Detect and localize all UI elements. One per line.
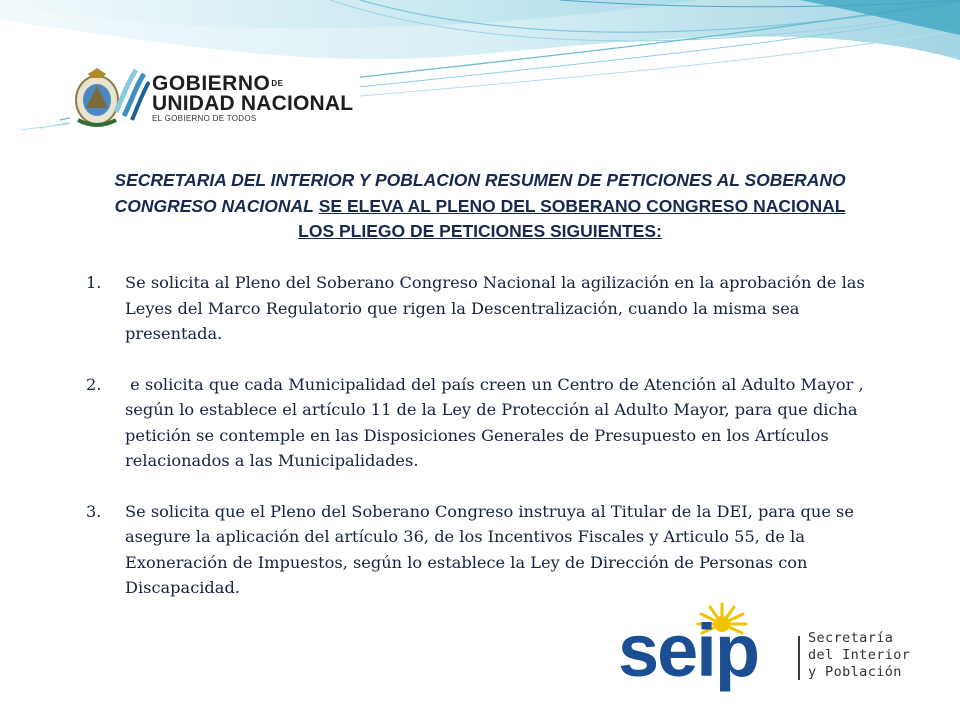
- gobierno-wordmark: [152, 74, 353, 124]
- gobierno-word: GOBIERNO: [152, 72, 271, 95]
- petition-text: e solicita que cada Municipalidad del país creen un Centro de Atención al Adulto Mayor , según lo establece el artículo 11 de la Ley de Protección al Adulto Mayor, para que dicha petición se contemple en las Disposiciones Generales de Presupuesto en los Artículos relacionados a las Municipalidades.: [125, 374, 874, 470]
- petition-number: 1.: [86, 273, 102, 292]
- petition-number: 2.: [86, 374, 102, 394]
- petition-item-1: [86, 270, 876, 347]
- seip-line-2: del Interior: [808, 647, 911, 663]
- seip-subtitle: [808, 630, 910, 681]
- petition-item-3: [86, 499, 876, 601]
- petitions-list: [86, 270, 876, 626]
- seip-wordmark: seip: [618, 609, 759, 692]
- heading-title: SECRETARIA DEL INTERIOR Y POBLACION RESUMEN DE PETICIONES AL SOBERANO CONGRESO NACIONAL: [114, 170, 846, 216]
- heading-subtitle: SE ELEVA AL PLENO DEL SOBERANO CONGRESO NACIONAL LOS PLIEGO DE PETICIONES SIGUIENTES:: [298, 195, 846, 241]
- unidad-nacional-word: UNIDAD NACIONAL: [152, 92, 354, 115]
- petition-number: 3.: [86, 501, 102, 521]
- seip-line-3: y Población: [808, 664, 902, 680]
- seip-divider: [798, 636, 800, 680]
- petition-text: Se solicita al Pleno del Soberano Congreso Nacional la agilización en la aprobación de las Leyes del Marco Regulatorio que rigen la Descentralización, cuando la misma sea presentada.: [125, 273, 865, 343]
- document-heading: [100, 168, 860, 245]
- gobierno-unidad-nacional-logo: [70, 62, 360, 130]
- seip-logo: [614, 600, 932, 696]
- honduras-coat-of-arms-icon: [72, 64, 150, 128]
- petition-item-2: [86, 372, 876, 474]
- gobierno-tagline: EL GOBIERNO DE TODOS: [152, 114, 257, 123]
- petition-text: Se solicita que el Pleno del Soberano Congreso instruya al Titular de la DEI, para que se asegure la aplicación del artículo 36, de los Incentivos Fiscales y Articulo 55, de la Exoneración de Impuestos, según lo establece la Ley de Dirección de Personas con Discapacidad.: [125, 501, 854, 597]
- gobierno-de: DE: [271, 79, 284, 88]
- seip-line-1: Secretaría: [808, 630, 894, 646]
